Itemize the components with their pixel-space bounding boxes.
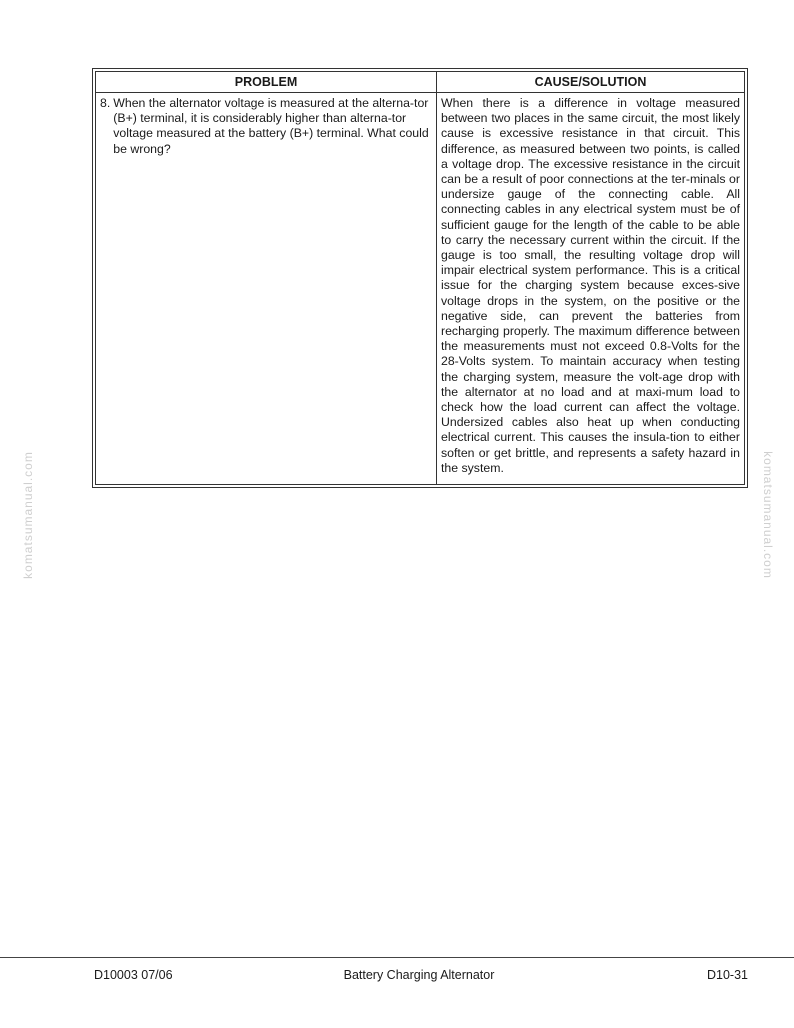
cause-solution-text: When there is a difference in voltage measured between two places in the same circuit, the most likely cause is excessive resistance in that circuit. This difference, as measured between two points, is called a voltage drop. The excessive resistance in the circuit can be a result of poor connections at the ter-minals or undersize gauge of the connecting cable. All connecting cables in any electrical system must be of sufficient gauge for the length of the cable to be able to carry the necessary current within the circuit. If the gauge is too small, the resulting voltage drop will impair electrical system performance. This is a critical issue for the charging system because exces-sive voltage drops in the system, on the positive or the negative side, can prevent the batteries from recharging properly. The maximum difference between the measurements must not exceed 0.8-Volts for the 28-Volts system. To maintain accuracy when testing the charging system, measure the volt-age drop with the alternator at no load and at maxi-mum load to check how the load current can affect the voltage. Undersized cables also heat up when conducting electrical current. This causes the insula-tion to either soften or get brittle, and represents a safety hazard in the system. (441, 96, 740, 475)
watermark-right: komatsumanual.com (761, 451, 775, 579)
troubleshooting-table (92, 68, 748, 488)
table-inner-border (95, 71, 745, 485)
problem-cell (96, 93, 437, 484)
table-header-row (96, 72, 744, 93)
header-problem: PROBLEM (96, 72, 437, 92)
footer-page-number: D10-31 (707, 968, 748, 982)
header-cause-solution: CAUSE/SOLUTION (534, 75, 647, 89)
problem-number: 8. (100, 96, 111, 110)
table-row (96, 93, 744, 484)
watermark-left: komatsumanual.com (21, 451, 35, 579)
footer-doc-code: D10003 07/06 (94, 968, 173, 982)
footer-divider (0, 957, 794, 958)
problem-text: When the alternator voltage is measured at the alterna-tor (B+) terminal, it is considerably higher than alterna-tor voltage measured at the battery (B+) terminal. What could be wrong? (113, 96, 429, 156)
footer-section-title: Battery Charging Alternator (343, 968, 495, 982)
